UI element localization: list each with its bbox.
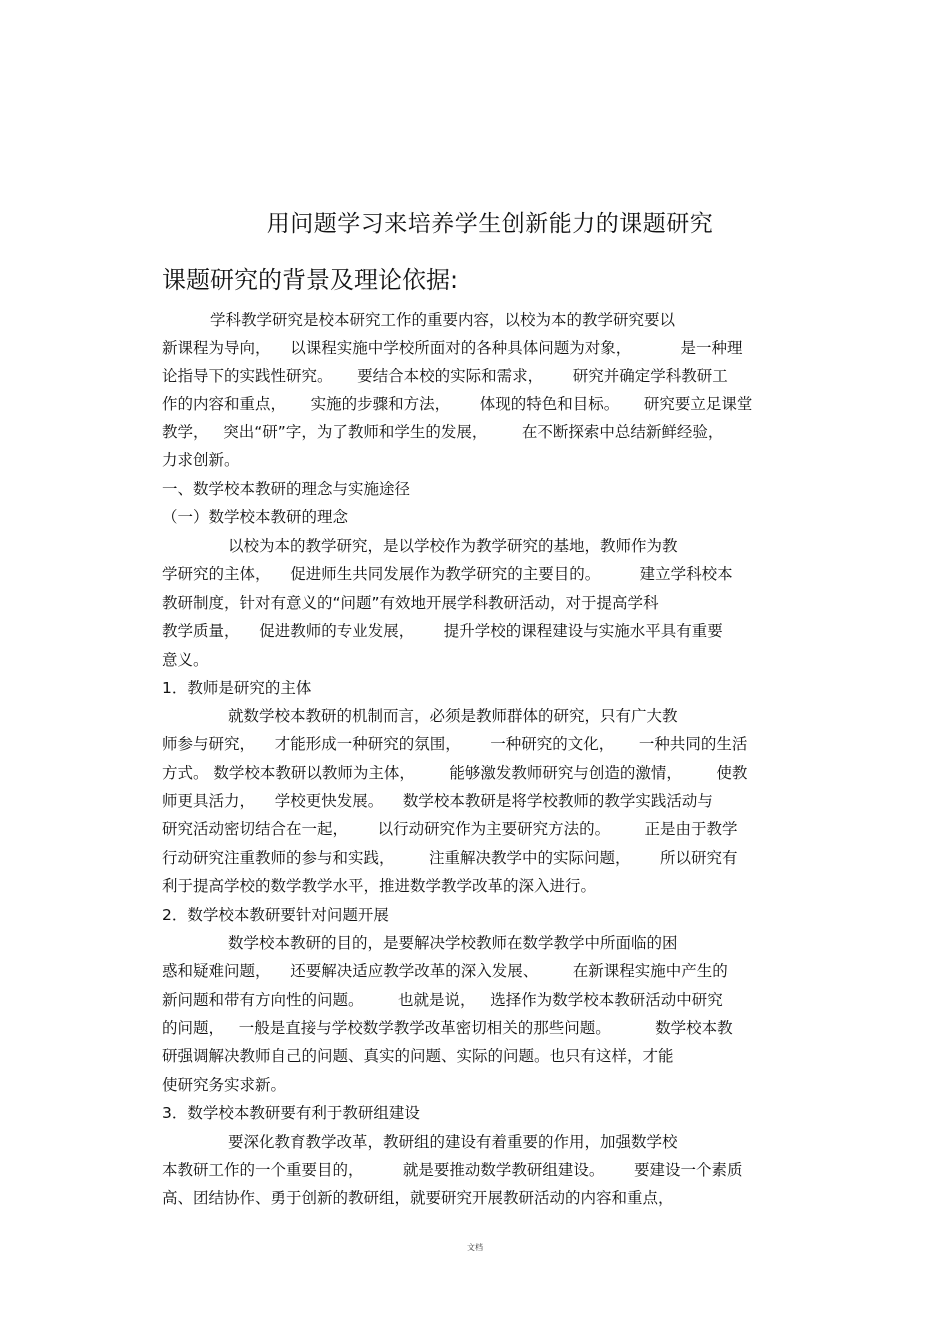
paragraph-line: 新问题和带有方向性的问题。 也就是说， 选择作为数学校本教研活动中研究: [162, 991, 723, 1009]
heading-2: （一）数学校本教研的理念: [162, 508, 349, 526]
paragraph-line: 师更具活力， 学校更快发展。 数学校本教研是将学校教师的教学实践活动与: [162, 792, 713, 810]
paragraph-line: 利于提高学校的数学教学水平，推进数学教学改革的深入进行。: [162, 877, 597, 895]
paragraph-line: 本教研工作的一个重要目的， 就是要推动数学教研组建设。 要建设一个素质: [162, 1161, 743, 1179]
paragraph-line: 教研制度，针对有意义的“问题”有效地开展学科教研活动，对于提高学科: [162, 594, 659, 612]
paragraph-line: 使研究务实求新。: [162, 1076, 287, 1094]
paragraph-line: 教学质量， 促进教师的专业发展， 提升学校的课程建设与实施水平具有重要: [162, 622, 723, 640]
paragraph-line: 的问题， 一般是直接与学校数学教学改革密切相关的那些问题。 数学校本教: [162, 1019, 733, 1037]
heading-1: 一、数学校本教研的理念与实施途径: [162, 480, 411, 498]
paragraph-line: 意义。: [162, 651, 209, 669]
heading-3: 2．数学校本教研要针对问题开展: [162, 906, 389, 924]
paragraph-line: 作的内容和重点， 实施的步骤和方法， 体现的特色和目标。 研究要立足课堂: [162, 395, 753, 413]
paragraph-line: 以校为本的教学研究，是以学校作为教学研究的基地，教师作为教: [228, 537, 678, 555]
paragraph-line: 高、团结协作、勇于创新的教研组，就要研究开展教研活动的内容和重点，: [162, 1189, 674, 1207]
paragraph-line: 论指导下的实践性研究。 要结合本校的实际和需求， 研究并确定学科教研工: [162, 367, 728, 385]
paragraph-line: 力求创新。: [162, 451, 240, 469]
paragraph-line: 学科教学研究是校本研究工作的重要内容，以校为本的教学研究要以: [210, 311, 676, 329]
heading-3: 1．教师是研究的主体: [162, 679, 312, 697]
paragraph-line: 学研究的主体， 促进师生共同发展作为教学研究的主要目的。 建立学科校本: [162, 565, 733, 583]
heading-3: 3．数学校本教研要有利于教研组建设: [162, 1104, 420, 1122]
paragraph-line: 教学， 突出“研”字，为了教师和学生的发展， 在不断探索中总结新鲜经验，: [162, 423, 724, 441]
paragraph-line: 数学校本教研的目的，是要解决学校教师在数学教学中所面临的困: [228, 934, 678, 952]
page-footer: 文档: [467, 1243, 483, 1252]
paragraph-line: 就数学校本教研的机制而言，必须是教师群体的研究，只有广大教: [228, 707, 678, 725]
paragraph-line: 师参与研究， 才能形成一种研究的氛围， 一种研究的文化， 一种共同的生活: [162, 735, 748, 753]
paragraph-line: 方式。 数学校本教研以教师为主体， 能够激发教师研究与创造的激情， 使教: [162, 764, 748, 782]
paragraph-line: 惑和疑难问题， 还要解决适应教学改革的深入发展、 在新课程实施中产生的: [162, 962, 728, 980]
section-heading: 课题研究的背景及理论依据:: [162, 266, 459, 294]
paragraph-line: 新课程为导向， 以课程实施中学校所面对的各种具体问题为对象， 是一种理: [162, 339, 743, 357]
paragraph-line: 要深化教育教学改革，教研组的建设有着重要的作用，加强数学校: [228, 1133, 678, 1151]
document-title: 用问题学习来培养学生创新能力的课题研究: [266, 211, 714, 237]
paragraph-line: 研强调解决教师自己的问题、真实的问题、实际的问题。也只有这样，才能: [162, 1047, 674, 1065]
paragraph-line: 研究活动密切结合在一起， 以行动研究作为主要研究方法的。 正是由于教学: [162, 820, 738, 838]
paragraph-line: 行动研究注重教师的参与和实践， 注重解决教学中的实际问题， 所以研究有: [162, 849, 738, 867]
